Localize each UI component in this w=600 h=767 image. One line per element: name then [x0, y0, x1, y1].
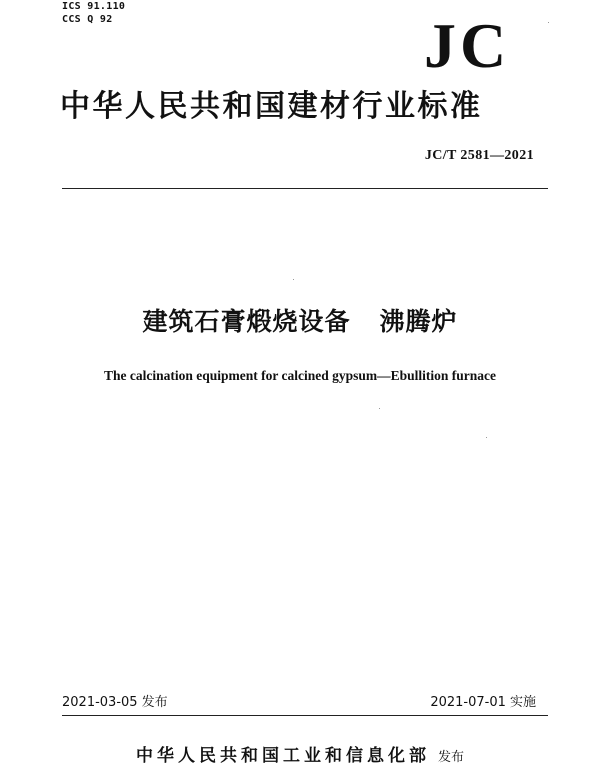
document-title-english: The calcination equipment for calcined gypsum—Ebullition furnace — [103, 368, 497, 383]
scan-speck — [293, 279, 294, 280]
issuer-line — [0, 741, 600, 766]
bottom-divider — [62, 715, 548, 716]
document-title-chinese: 建筑石膏煅烧设备 沸腾炉 — [142, 307, 458, 336]
implementation-date: 2021-07-01 实施 — [430, 695, 536, 710]
scan-speck — [486, 437, 487, 438]
standard-number: JC/T 2581—2021 — [424, 148, 534, 163]
issuer-organization: 中华人民共和国工业和信息化部 — [135, 746, 430, 766]
ics-code: ICS 91.110 — [62, 1, 126, 12]
jc-logo: JC — [424, 10, 511, 81]
issuer-action: 发布 — [437, 750, 464, 765]
ccs-code: CCS Q 92 — [62, 14, 113, 25]
standard-type-heading: 中华人民共和国建材行业标准 — [60, 89, 483, 124]
scan-speck — [379, 408, 380, 409]
issue-date: 2021-03-05 发布 — [62, 695, 168, 710]
top-divider — [62, 188, 548, 189]
scan-speck — [548, 22, 549, 23]
